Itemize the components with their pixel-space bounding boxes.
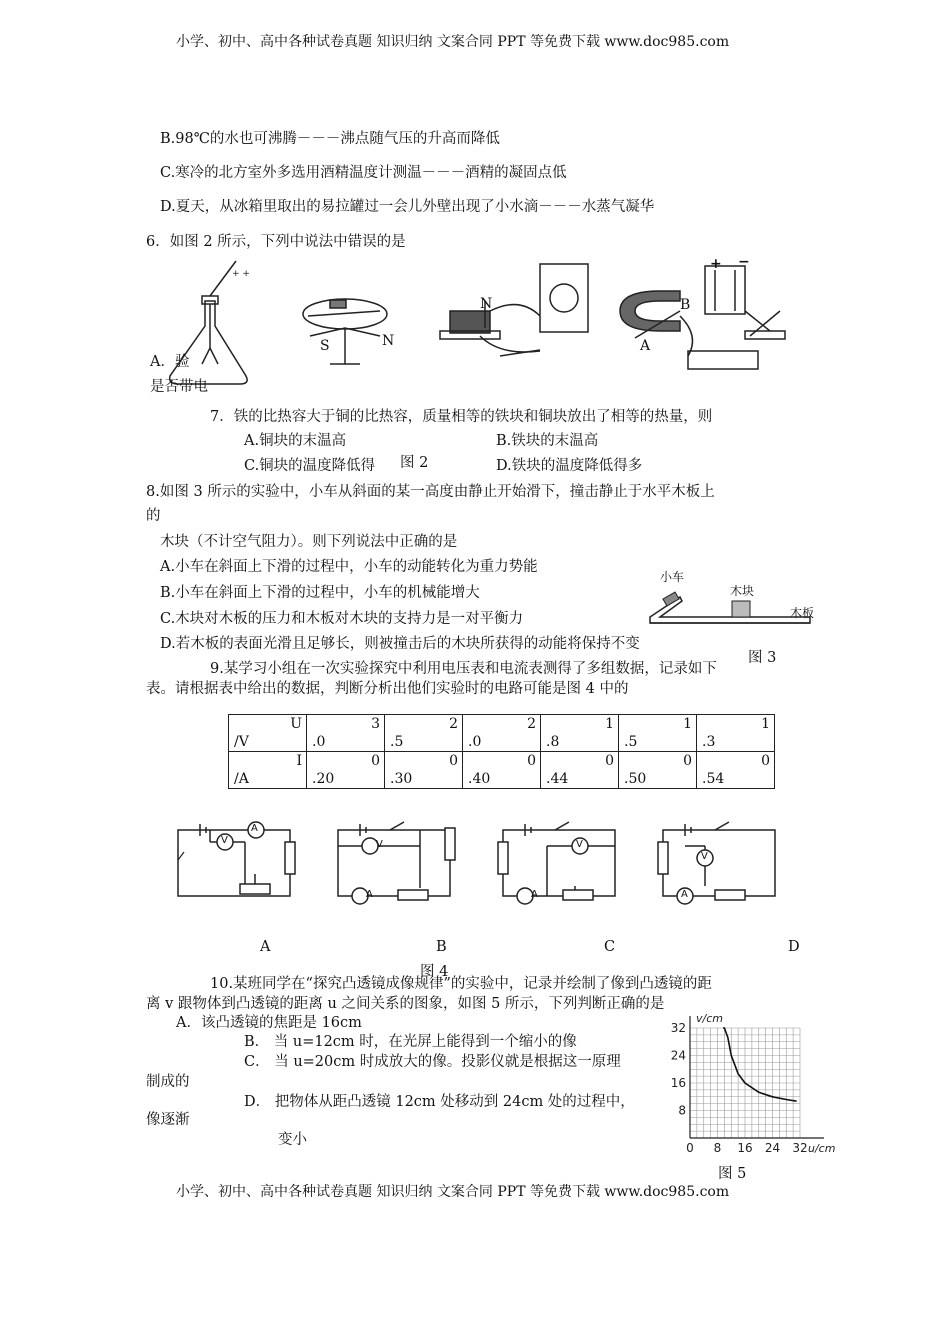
page-header: 小学、初中、高中各种试卷真题 知识归纳 文案合同 PPT 等免费下载 www.doc985.com [176,34,730,50]
y-tick-label: 32 [670,1021,686,1035]
fig3-label-car: 小车 [660,570,685,584]
table-cell [385,752,463,789]
cell-top: 1 [761,716,770,732]
circuit-b-ammeter-label: A [366,889,373,900]
y-tick-label: 16 [670,1076,686,1090]
cell-top: 0 [605,753,614,769]
q10-option-b: B． 当 u=12cm 时，在光屏上能得到一个缩小的像 [244,1034,577,1050]
q7-stem: 7．铁的比热容大于铜的比热容，质量相等的铁块和铜块放出了相等的热量，则 [210,409,713,425]
y-axis-label: v/cm [696,1012,723,1025]
series-line-v-u [723,1028,797,1101]
figure-4-circuits [170,820,790,920]
fig2-label-n: N [480,296,493,312]
cell-bottom: /A [234,771,249,787]
cell-bottom: .5 [624,734,638,750]
q5-option-c: C.寒冷的北方室外多选用酒精温度计测温－－－酒精的凝固点低 [160,165,567,181]
q7-option-b: B.铁块的末温高 [496,433,599,449]
q7-option-a: A.铜块的末温高 [244,433,347,449]
circuit-label-c: C [604,939,616,955]
x-tick-label: 0 [686,1141,694,1155]
fig2-label-minus: − [738,254,750,270]
figure-3-caption: 图 3 [748,650,777,666]
table-cell [463,752,541,789]
q10-option-a: A．该凸透镜的焦距是 16cm [176,1015,362,1031]
circuit-d [658,822,775,904]
cell-bottom: .44 [546,771,569,787]
circuit-a [178,822,295,896]
cell-top: 1 [605,716,614,732]
circuit-c-voltmeter-label: V [576,839,583,850]
table-cell [229,715,307,752]
q8-option-d: D.若木板的表面光滑且足够长，则被撞击后的木块所获得的动能将保持不变 [160,636,640,652]
cell-top: I [296,753,302,769]
fig2-label-b: B [680,297,691,313]
cell-top: 1 [683,716,692,732]
induction-apparatus-image [440,264,588,356]
fig2-label-s: S [320,338,330,354]
table-row-current [229,752,775,789]
x-tick-label: 32 [792,1141,808,1155]
q10-option-d-cont: 像逐渐 [146,1112,190,1128]
compass-image [303,299,387,364]
fig3-label-board: 木板 [790,606,815,620]
q6-option-a-fragment2: 是否带电 [150,379,208,395]
cell-bottom: .8 [546,734,560,750]
table-cell [307,715,385,752]
x-axis-label: u/cm [808,1142,836,1155]
x-tick-label: 8 [713,1141,722,1155]
cell-bottom: .30 [390,771,413,787]
cell-bottom: .20 [312,771,335,787]
cell-bottom: .54 [702,771,725,787]
x-tick-label: 24 [764,1141,781,1155]
q9-stem-line2: 表。请根据表中给出的数据，判断分析出他们实验时的电路可能是图 4 中的 [146,681,629,697]
cell-top: 0 [527,753,536,769]
cell-top: 2 [449,716,458,732]
cell-top: 3 [371,716,380,732]
cell-top: U [290,716,302,732]
circuit-label-b: B [436,939,447,955]
circuit-b [338,822,455,904]
q8-option-b: B.小车在斜面上下滑的过程中，小车的机械能增大 [160,585,480,601]
q8-option-a: A.小车在斜面上下滑的过程中，小车的动能转化为重力势能 [160,559,538,575]
x-tick-label: 16 [737,1141,753,1155]
circuit-d-ammeter-label: A [681,889,688,900]
figure-4-caption: 图 4 [420,964,449,980]
q10-option-d-cont2: 变小 [278,1132,307,1148]
q5-option-d: D.夏天，从冰箱里取出的易拉罐过一会儿外壁出现了小水滴－－－水蒸气凝华 [160,199,655,215]
cell-bottom: .3 [702,734,716,750]
cell-top: 2 [527,716,536,732]
circuit-a-ammeter-label: A [251,823,258,834]
cell-top: 0 [449,753,458,769]
q10-stem-line2: 离 v 跟物体到凸透镜的距离 u 之间关系的图象，如图 5 所示，下列判断正确的是 [146,996,665,1012]
circuit-c-ammeter-label: A [531,889,538,900]
table-cell [463,715,541,752]
fig2-label-n2: N [382,333,395,349]
y-tick-label: 8 [678,1103,686,1118]
table-cell [307,752,385,789]
figure-5-chart [660,1000,850,1160]
q7-option-d: D.铁块的温度降低得多 [496,458,643,474]
cell-top: 0 [371,753,380,769]
circuit-label-d: D [788,939,800,955]
cell-bottom: .5 [390,734,404,750]
cell-bottom: .0 [312,734,326,750]
fig2-label-a: A [640,338,651,354]
q8-option-c: C.木块对木板的压力和木板对木块的支持力是一对平衡力 [160,611,524,627]
table-cell [697,752,775,789]
q10-option-c: C． 当 u=20cm 时成放大的像。投影仪就是根据这一原理 [244,1054,621,1070]
table-cell [541,715,619,752]
q7-option-c: C.铜块的温度降低得 [244,458,376,474]
figure-5-caption: 图 5 [718,1166,747,1182]
circuit-a-voltmeter-label: V [221,835,228,846]
cell-top: 0 [761,753,770,769]
q10-option-c-cont: 制成的 [146,1074,190,1090]
cell-bottom: /V [234,734,249,750]
q8-stem-line2: 的 [146,508,161,524]
cell-top: 0 [683,753,692,769]
table-cell [619,752,697,789]
figure-2-caption: 图 2 [400,455,429,471]
circuit-d-voltmeter-label: V [701,851,708,862]
figure-2-illustrations [140,256,800,396]
q9-stem-line1: 9.某学习小组在一次实验探究中利用电压表和电流表测得了多组数据，记录如下 [210,661,717,677]
fig2-label-plus: + [710,256,722,272]
table-cell [697,715,775,752]
table-cell [619,715,697,752]
q9-data-table [228,714,775,789]
table-cell [229,752,307,789]
q6-option-a-fragment: A．验 [150,354,190,370]
q10-stem-line1: 10.某班同学在“探究凸透镜成像规律”的实验中，记录并绘制了像到凸透镜的距 [210,976,712,992]
circuit-c [498,822,615,904]
page-footer: 小学、初中、高中各种试卷真题 知识归纳 文案合同 PPT 等免费下载 www.doc985.com [176,1184,730,1200]
table-cell [541,752,619,789]
q8-stem-line1: 8.如图 3 所示的实验中，小车从斜面的某一高度由静止开始滑下，撞击静止于水平木板上 [146,484,715,500]
cell-bottom: .40 [468,771,491,787]
cell-bottom: .50 [624,771,647,787]
q5-option-b: B.98℃的水也可沸腾－－－沸点随气压的升高而降低 [160,131,500,147]
svg-text:+ +: + + [232,269,250,279]
fig3-label-block: 木块 [730,584,755,598]
q6-stem: 6．如图 2 所示，下列中说法中错误的是 [146,234,406,250]
y-tick-label: 24 [670,1048,686,1063]
cell-bottom: .0 [468,734,482,750]
table-row-voltage [229,715,775,752]
q10-option-d: D． 把物体从距凸透镜 12cm 处移动到 24cm 处的过程中， [244,1094,635,1110]
circuit-b-voltmeter-label: V [376,839,383,850]
table-cell [385,715,463,752]
circuit-label-a: A [260,939,271,955]
q8-stem-line3: 木块（不计空气阻力）。则下列说法中正确的是 [160,534,458,550]
